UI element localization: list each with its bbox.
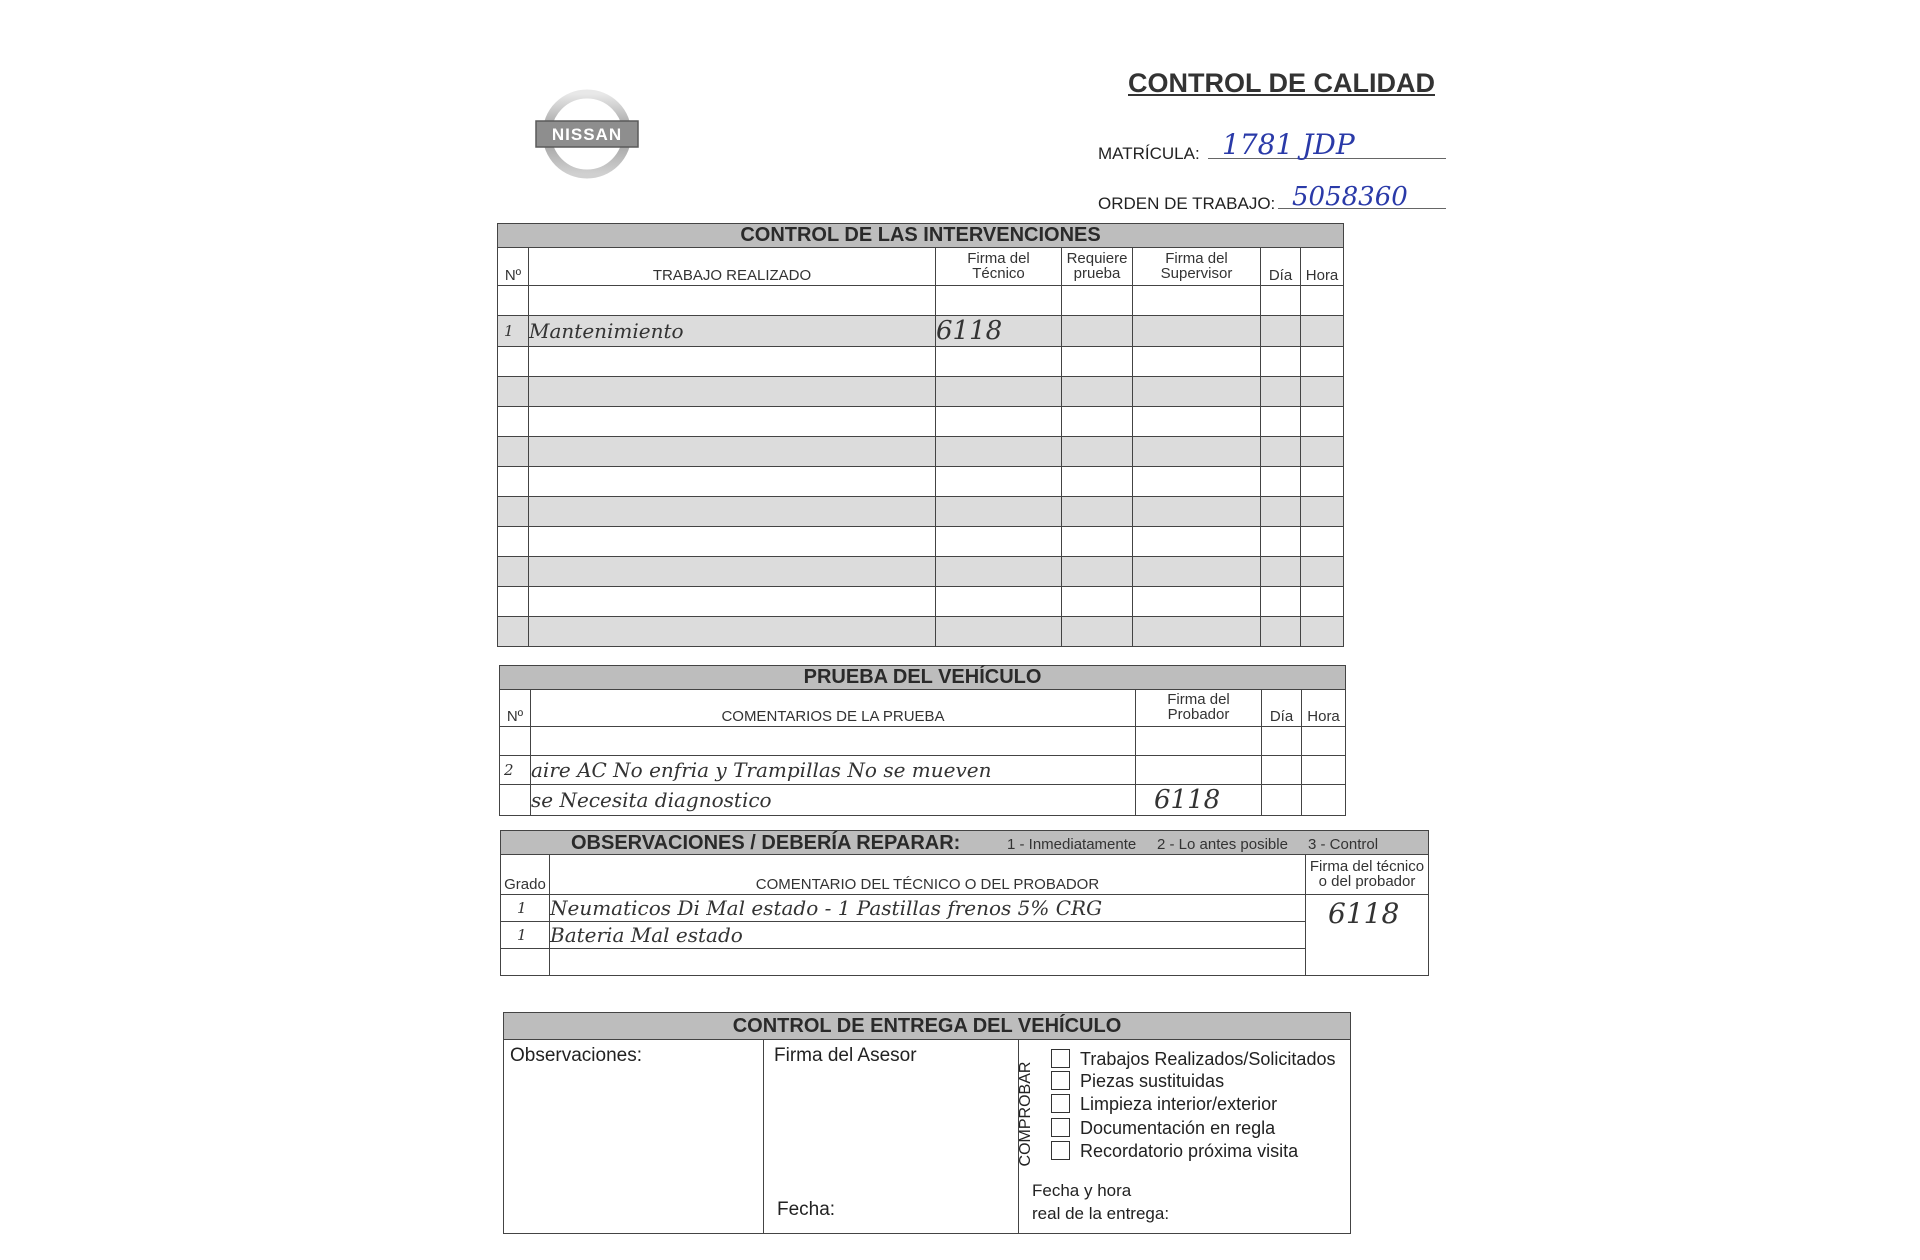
col-firma-tecnico-probador-label: Firma del técnico o del probador [1309, 857, 1425, 890]
orden-trabajo-label: ORDEN DE TRABAJO: [1098, 194, 1276, 213]
check-documentacion[interactable] [1051, 1118, 1070, 1137]
intervenciones-title: CONTROL DE LAS INTERVENCIONES [498, 224, 1344, 248]
fecha-label: Fecha: [777, 1199, 836, 1220]
check-label-trabajos: Trabajos Realizados/Solicitados [1080, 1049, 1336, 1069]
check-recordatorio[interactable] [1051, 1141, 1070, 1160]
col-firma-tecnico [936, 248, 1062, 286]
fecha-hora-label-1: Fecha y hora [1032, 1181, 1132, 1200]
check-trabajos-realizados[interactable] [1051, 1049, 1070, 1068]
prueba-comentario-1: aire AC No enfria y Trampillas No se mueven [531, 756, 1136, 785]
col-hora: Hora [1302, 690, 1346, 727]
observacion-grado-2: 1 [501, 922, 550, 949]
matricula-value: 1781 JDP [1222, 128, 1355, 161]
col-firma-supervisor [1133, 248, 1261, 286]
entrega-title: CONTROL DE ENTREGA DEL VEHÍCULO [504, 1013, 1350, 1040]
col-numero: Nº [498, 248, 529, 286]
nissan-logo-text: NISSAN [551, 125, 623, 144]
table-row [501, 895, 1429, 922]
orden-trabajo-value: 5058360 [1292, 182, 1408, 212]
col-hora: Hora [1301, 248, 1344, 286]
table-row [500, 785, 1346, 816]
table-row [501, 922, 1429, 949]
col-firma-probador [1136, 690, 1262, 727]
col-firma-tecnico-probador [1306, 855, 1429, 895]
observacion-comentario-1: Neumaticos Di Mal estado - 1 Pastillas frenos 5% CRG [550, 895, 1306, 922]
prueba-table [499, 665, 1346, 816]
prueba-numero: 2 [500, 756, 531, 785]
matricula-label: MATRÍCULA: [1098, 144, 1200, 163]
fecha-hora-label-2: real de la entrega: [1032, 1204, 1170, 1223]
page-title: CONTROL DE CALIDAD [1128, 68, 1435, 98]
legend-control: 3 - Control [1308, 836, 1379, 853]
prueba-title: PRUEBA DEL VEHÍCULO [500, 666, 1346, 690]
observacion-firma: 6118 [1306, 895, 1429, 976]
table-row [500, 756, 1346, 785]
observaciones-header [501, 831, 1429, 855]
intervencion-trabajo: Mantenimiento [529, 316, 936, 347]
nissan-logo [532, 88, 642, 180]
col-grado: Grado [501, 855, 550, 895]
col-comentarios-prueba: COMENTARIOS DE LA PRUEBA [531, 690, 1136, 727]
check-label-recordatorio: Recordatorio próxima visita [1080, 1141, 1299, 1161]
observaciones-table [500, 830, 1429, 976]
check-label-piezas: Piezas sustituidas [1080, 1071, 1225, 1091]
col-numero: Nº [500, 690, 531, 727]
check-limpieza[interactable] [1051, 1094, 1070, 1113]
col-firma-tecnico-label: Firma del Técnico [967, 249, 1030, 282]
col-requiere-prueba-label: Requiere prueba [1066, 249, 1128, 282]
prueba-comentario-2: se Necesita diagnostico [531, 785, 1136, 816]
firma-asesor-label: Firma del Asesor [774, 1045, 917, 1066]
legend-inmediatamente: 1 - Inmediatamente [1007, 836, 1137, 853]
observacion-comentario-2: Bateria Mal estado [550, 922, 1306, 949]
table-row [498, 316, 1344, 347]
col-dia: Día [1261, 248, 1301, 286]
check-piezas-sustituidas[interactable] [1051, 1071, 1070, 1090]
comprobar-label: COMPROBAR [1017, 1061, 1034, 1167]
check-label-documentacion: Documentación en regla [1080, 1118, 1276, 1138]
col-requiere-prueba [1062, 248, 1133, 286]
col-firma-supervisor-label: Firma del Supervisor [1160, 249, 1233, 282]
intervencion-firma: 6118 [936, 316, 1062, 347]
entrega-divider-1 [763, 1040, 764, 1233]
col-comentario-tecnico: COMENTARIO DEL TÉCNICO O DEL PROBADOR [550, 855, 1306, 895]
intervencion-numero: 1 [498, 316, 529, 347]
check-label-limpieza: Limpieza interior/exterior [1080, 1094, 1278, 1114]
observaciones-title: OBSERVACIONES / DEBERÍA REPARAR: [571, 832, 961, 854]
prueba-firma: 6118 [1136, 785, 1262, 816]
col-firma-probador-label: Firma del Probador [1167, 691, 1230, 723]
entrega-section [503, 1012, 1351, 1234]
observacion-grado-1: 1 [501, 895, 550, 922]
intervenciones-table [497, 223, 1344, 647]
col-dia: Día [1262, 690, 1302, 727]
legend-lo-antes-posible: 2 - Lo antes posible [1157, 836, 1288, 853]
col-trabajo-realizado: TRABAJO REALIZADO [529, 248, 936, 286]
observaciones-label: Observaciones: [510, 1045, 643, 1066]
